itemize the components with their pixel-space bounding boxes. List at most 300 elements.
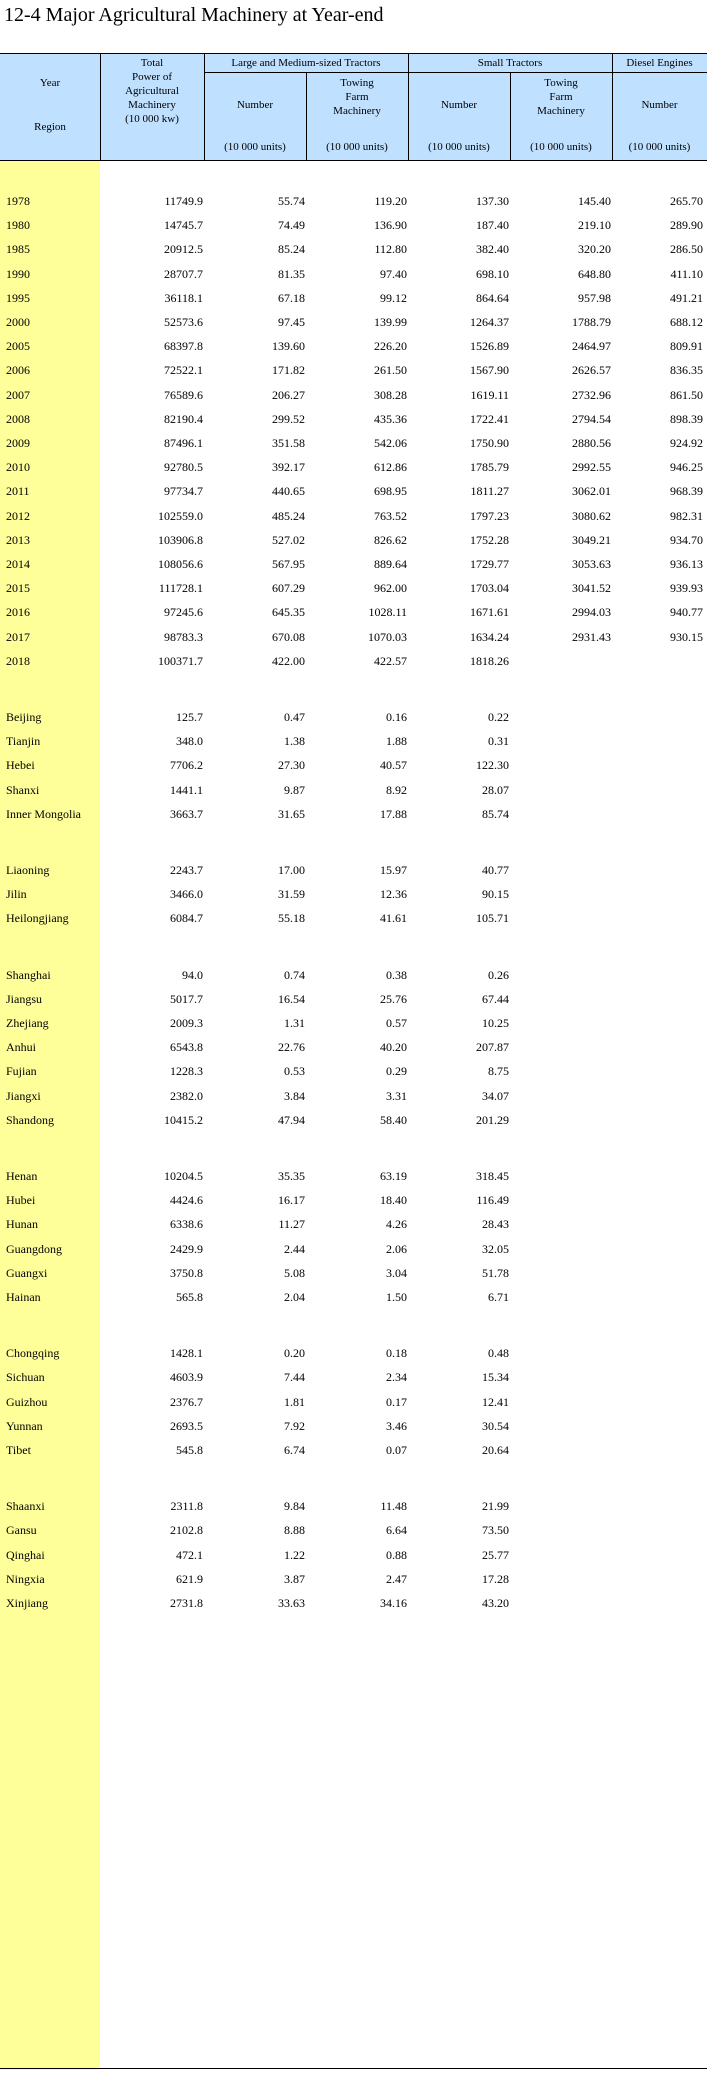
row-label: Beijing: [6, 710, 42, 724]
table-cell: 5017.7: [170, 991, 203, 1006]
table-row: [0, 860, 707, 880]
table-cell: 939.93: [670, 581, 703, 596]
table-cell: 351.58: [272, 436, 305, 450]
table-cell: 318.45: [476, 1169, 509, 1183]
row-label: 1980: [6, 218, 30, 233]
table-cell: 7.92: [284, 1418, 305, 1433]
table-cell: 68397.8: [164, 339, 203, 354]
small-towing-header: Towing Farm Machinery: [537, 77, 585, 117]
table-cell: 52573.6: [164, 315, 203, 329]
header-group-divider: [204, 72, 707, 73]
table-cell: 2.44: [284, 1241, 305, 1256]
table-row: [0, 707, 707, 727]
table-row: [0, 1440, 707, 1460]
table-row: [0, 1343, 707, 1363]
table-cell: 28.07: [482, 782, 509, 797]
table-cell: 2931.43: [572, 629, 611, 644]
table-cell: 567.95: [272, 557, 305, 571]
table-cell: 20912.5: [164, 242, 203, 257]
table-cell: 31.65: [278, 806, 305, 821]
table-cell: 6.64: [386, 1523, 407, 1538]
table-cell: 122.30: [476, 758, 509, 773]
row-label: 2018: [6, 653, 30, 668]
table-cell: 40.77: [482, 863, 509, 877]
table-cell: 472.1: [176, 1547, 203, 1562]
table-cell: 10415.2: [164, 1112, 203, 1127]
table-cell: 43.20: [482, 1596, 509, 1610]
row-label: 2006: [6, 363, 30, 378]
table-cell: 688.12: [670, 315, 703, 329]
row-label: 2009: [6, 436, 30, 450]
table-cell: 100371.7: [158, 653, 203, 668]
table-cell: 261.50: [374, 363, 407, 378]
row-label: 1990: [6, 266, 30, 281]
table-cell: 31.59: [278, 887, 305, 902]
table-cell: 545.8: [176, 1443, 203, 1457]
table-cell: 289.90: [670, 218, 703, 233]
table-cell: 422.57: [374, 653, 407, 668]
table-cell: 97245.6: [164, 605, 203, 620]
table-row: [0, 989, 707, 1009]
table-cell: 3080.62: [572, 508, 611, 523]
table-row: [0, 1287, 707, 1307]
table-row: [0, 1086, 707, 1106]
row-label: Heilongjiang: [6, 911, 69, 926]
small-tractors-header: Small Tractors: [477, 57, 543, 69]
table-cell: 74.49: [278, 218, 305, 233]
table-cell: 17.88: [380, 806, 407, 821]
table-cell: 2626.57: [572, 363, 611, 378]
table-cell: 435.36: [374, 411, 407, 426]
table-cell: 565.8: [176, 1290, 203, 1304]
table-row: [0, 1190, 707, 1210]
row-label: 2014: [6, 557, 30, 571]
table-cell: 1.22: [284, 1547, 305, 1562]
row-label: 2016: [6, 605, 30, 620]
table-cell: 607.29: [272, 581, 305, 596]
table-cell: 3062.01: [572, 484, 611, 499]
unit-label: (10 000 units): [326, 141, 388, 153]
table-row: [0, 215, 707, 235]
row-label: Fujian: [6, 1064, 37, 1079]
table-row: [0, 288, 707, 308]
table-cell: 934.70: [670, 532, 703, 547]
row-label: Xinjiang: [6, 1596, 48, 1610]
table-row: [0, 1569, 707, 1589]
table-cell: 670.08: [272, 629, 305, 644]
row-label: Hunan: [6, 1217, 38, 1232]
table-row: [0, 1061, 707, 1081]
table-cell: 99.12: [380, 290, 407, 305]
table-row: [0, 191, 707, 211]
row-label: Ningxia: [6, 1571, 45, 1586]
table-row: [0, 312, 707, 332]
table-cell: 34.07: [482, 1088, 509, 1103]
table-row: [0, 1520, 707, 1540]
table-cell: 2311.8: [170, 1499, 203, 1514]
machinery-table: [0, 53, 707, 2070]
table-row: [0, 578, 707, 598]
table-cell: 0.48: [488, 1346, 509, 1361]
table-cell: 0.47: [284, 710, 305, 724]
table-cell: 51.78: [482, 1265, 509, 1280]
table-cell: 5.08: [284, 1265, 305, 1280]
table-cell: 1788.79: [572, 315, 611, 329]
table-cell: 90.15: [482, 887, 509, 902]
row-label: Guangdong: [6, 1241, 62, 1256]
table-cell: 116.49: [476, 1193, 509, 1208]
table-cell: 97.40: [380, 266, 407, 281]
table-cell: 219.10: [578, 218, 611, 233]
table-cell: 103906.8: [158, 532, 203, 547]
diesel-engines-header: Diesel Engines: [626, 57, 693, 69]
table-cell: 982.31: [670, 508, 703, 523]
table-cell: 33.63: [278, 1596, 305, 1610]
table-cell: 9.84: [284, 1499, 305, 1514]
table-cell: 20.64: [482, 1443, 509, 1457]
table-cell: 1428.1: [170, 1346, 203, 1361]
table-cell: 1526.89: [470, 339, 509, 354]
table-cell: 0.53: [284, 1064, 305, 1079]
table-cell: 3.31: [386, 1088, 407, 1103]
table-row: [0, 780, 707, 800]
table-cell: 98783.3: [164, 629, 203, 644]
table-cell: 40.57: [380, 758, 407, 773]
table-row: [0, 506, 707, 526]
table-cell: 15.97: [380, 863, 407, 877]
table-row: [0, 965, 707, 985]
table-cell: 21.99: [482, 1499, 509, 1514]
table-row: [0, 409, 707, 429]
table-row: [0, 1013, 707, 1033]
table-cell: 861.50: [670, 387, 703, 402]
table-row: [0, 1110, 707, 1130]
table-cell: 2243.7: [170, 863, 203, 877]
table-row: [0, 731, 707, 751]
table-cell: 40.20: [380, 1040, 407, 1055]
table-cell: 112.80: [374, 242, 407, 257]
table-cell: 1.38: [284, 734, 305, 749]
table-cell: 10.25: [482, 1016, 509, 1030]
row-label: Qinghai: [6, 1547, 45, 1562]
table-cell: 924.92: [670, 436, 703, 450]
table-cell: 125.7: [176, 710, 203, 724]
table-cell: 1619.11: [470, 387, 509, 402]
table-row: [0, 884, 707, 904]
row-label: 2013: [6, 532, 30, 547]
table-row: [0, 457, 707, 477]
table-cell: 286.50: [670, 242, 703, 257]
table-cell: 2794.54: [572, 411, 611, 426]
table-cell: 542.06: [374, 436, 407, 450]
table-cell: 527.02: [272, 532, 305, 547]
table-cell: 76589.6: [164, 387, 203, 402]
table-cell: 3.04: [386, 1265, 407, 1280]
table-cell: 3663.7: [170, 806, 203, 821]
row-label: Liaoning: [6, 863, 50, 877]
table-cell: 85.74: [482, 806, 509, 821]
table-cell: 0.88: [386, 1547, 407, 1562]
table-cell: 382.40: [476, 242, 509, 257]
table-cell: 15.34: [482, 1370, 509, 1385]
table-cell: 809.91: [670, 339, 703, 354]
table-row: [0, 1545, 707, 1565]
row-label: Sichuan: [6, 1370, 45, 1385]
unit-label: (10 000 units): [628, 141, 691, 153]
table-cell: 1703.04: [470, 581, 509, 596]
row-label: Guizhou: [6, 1394, 48, 1409]
table-cell: 4603.9: [170, 1370, 203, 1385]
table-cell: 0.18: [386, 1346, 407, 1361]
table-cell: 3.87: [284, 1571, 305, 1586]
table-cell: 957.98: [578, 290, 611, 305]
table-cell: 206.27: [272, 387, 305, 402]
page-title: 12-4 Major Agricultural Machinery at Year-end: [4, 4, 384, 26]
row-label: 2005: [6, 339, 30, 354]
table-cell: 47.94: [278, 1112, 305, 1127]
table-cell: 1752.28: [470, 532, 509, 547]
table-cell: 930.15: [670, 629, 703, 644]
table-cell: 621.9: [176, 1571, 203, 1586]
table-cell: 0.20: [284, 1346, 305, 1361]
table-cell: 6338.6: [170, 1217, 203, 1232]
table-cell: 2.47: [386, 1571, 407, 1586]
table-row: [0, 651, 707, 671]
row-label: Jiangxi: [6, 1088, 41, 1103]
table-row: [0, 627, 707, 647]
table-cell: 2382.0: [170, 1088, 203, 1103]
table-cell: 27.30: [278, 758, 305, 773]
table-header: [0, 53, 707, 161]
table-cell: 1567.90: [470, 363, 509, 378]
table-cell: 201.29: [476, 1112, 509, 1127]
table-cell: 836.35: [670, 363, 703, 378]
table-cell: 265.70: [670, 194, 703, 208]
row-label: Jiangsu: [6, 991, 42, 1006]
table-cell: 2.34: [386, 1370, 407, 1385]
table-cell: 3053.63: [572, 557, 611, 571]
table-cell: 82190.4: [164, 411, 203, 426]
row-label: Henan: [6, 1169, 38, 1183]
table-cell: 6084.7: [170, 911, 203, 926]
table-cell: 63.19: [380, 1169, 407, 1183]
table-cell: 2732.96: [572, 387, 611, 402]
row-label: Shanxi: [6, 782, 40, 797]
row-label: Zhejiang: [6, 1016, 49, 1030]
table-cell: 2464.97: [572, 339, 611, 354]
table-cell: 0.38: [386, 967, 407, 982]
table-cell: 3041.52: [572, 581, 611, 596]
table-cell: 2994.03: [572, 605, 611, 620]
table-cell: 0.74: [284, 967, 305, 982]
table-cell: 2376.7: [170, 1394, 203, 1409]
table-row: [0, 1392, 707, 1412]
table-cell: 1785.79: [470, 460, 509, 475]
table-cell: 12.41: [482, 1394, 509, 1409]
table-cell: 1811.27: [470, 484, 509, 499]
table-row: [0, 804, 707, 824]
table-cell: 18.40: [380, 1193, 407, 1208]
unit-label: (10 000 units): [224, 141, 286, 153]
table-cell: 28707.7: [164, 266, 203, 281]
table-cell: 763.52: [374, 508, 407, 523]
table-cell: 0.31: [488, 734, 509, 749]
table-cell: 67.18: [278, 290, 305, 305]
table-cell: 22.76: [278, 1040, 305, 1055]
table-row: [0, 385, 707, 405]
table-cell: 411.10: [670, 266, 703, 281]
table-cell: 30.54: [482, 1418, 509, 1433]
table-cell: 137.30: [476, 194, 509, 208]
table-cell: 207.87: [476, 1040, 509, 1055]
table-cell: 6.71: [488, 1290, 509, 1304]
table-cell: 102559.0: [158, 508, 203, 523]
table-row: [0, 530, 707, 550]
unit-label: (10 000 units): [428, 141, 490, 153]
table-cell: 2880.56: [572, 436, 611, 450]
table-cell: 55.74: [278, 194, 305, 208]
table-cell: 4424.6: [170, 1193, 203, 1208]
table-cell: 299.52: [272, 411, 305, 426]
table-cell: 2102.8: [170, 1523, 203, 1538]
table-cell: 8.75: [488, 1064, 509, 1079]
table-cell: 1.50: [386, 1290, 407, 1304]
total-power-header: Total Power of Agricultural Machinery (10 000 kw): [125, 57, 179, 125]
row-label: 2015: [6, 581, 30, 596]
table-cell: 0.16: [386, 710, 407, 724]
table-cell: 3750.8: [170, 1265, 203, 1280]
table-cell: 648.80: [578, 266, 611, 281]
table-cell: 226.20: [374, 339, 407, 354]
table-cell: 1028.11: [368, 605, 407, 620]
table-cell: 392.17: [272, 460, 305, 475]
table-row: [0, 1496, 707, 1516]
row-label: 2000: [6, 315, 30, 329]
table-cell: 1671.61: [470, 605, 509, 620]
region-header: Region: [34, 121, 66, 133]
table-cell: 2009.3: [170, 1016, 203, 1030]
table-cell: 698.10: [476, 266, 509, 281]
row-label: 2008: [6, 411, 30, 426]
table-cell: 8.88: [284, 1523, 305, 1538]
table-cell: 936.13: [670, 557, 703, 571]
table-cell: 97.45: [278, 315, 305, 329]
table-cell: 645.35: [272, 605, 305, 620]
table-cell: 2992.55: [572, 460, 611, 475]
table-cell: 3466.0: [170, 887, 203, 902]
table-cell: 108056.6: [158, 557, 203, 571]
table-cell: 32.05: [482, 1241, 509, 1256]
table-cell: 864.64: [476, 290, 509, 305]
table-cell: 139.99: [374, 315, 407, 329]
table-row: [0, 1239, 707, 1259]
table-cell: 3.84: [284, 1088, 305, 1103]
row-label: Inner Mongolia: [6, 806, 81, 821]
table-cell: 0.22: [488, 710, 509, 724]
table-row: [0, 602, 707, 622]
row-label: 1995: [6, 290, 30, 305]
table-cell: 16.17: [278, 1193, 305, 1208]
row-label: Shanghai: [6, 967, 51, 982]
table-cell: 4.26: [386, 1217, 407, 1232]
table-bottom-rule: [0, 2068, 707, 2069]
table-cell: 10204.5: [164, 1169, 203, 1183]
table-cell: 111728.1: [158, 581, 203, 596]
row-label: Guangxi: [6, 1265, 48, 1280]
table-cell: 2429.9: [170, 1241, 203, 1256]
table-cell: 1818.26: [470, 653, 509, 668]
table-cell: 41.61: [380, 911, 407, 926]
table-cell: 1634.24: [470, 629, 509, 644]
row-label: Shandong: [6, 1112, 54, 1127]
table-row: [0, 264, 707, 284]
table-cell: 1264.37: [470, 315, 509, 329]
row-label: 2010: [6, 460, 30, 475]
table-cell: 11.48: [380, 1499, 407, 1514]
table-cell: 2731.8: [170, 1596, 203, 1610]
row-label: Hainan: [6, 1290, 41, 1304]
row-label: Shaanxi: [6, 1499, 45, 1514]
table-cell: 940.77: [670, 605, 703, 620]
table-row: [0, 1367, 707, 1387]
table-cell: 17.28: [482, 1571, 509, 1586]
table-row: [0, 360, 707, 380]
table-cell: 9.87: [284, 782, 305, 797]
table-cell: 1797.23: [470, 508, 509, 523]
table-cell: 187.40: [476, 218, 509, 233]
table-cell: 320.20: [578, 242, 611, 257]
table-row: [0, 755, 707, 775]
table-cell: 139.60: [272, 339, 305, 354]
table-cell: 962.00: [374, 581, 407, 596]
table-cell: 72522.1: [164, 363, 203, 378]
table-cell: 491.21: [670, 290, 703, 305]
row-label: Jilin: [6, 887, 27, 902]
table-cell: 1228.3: [170, 1064, 203, 1079]
table-cell: 1.88: [386, 734, 407, 749]
table-row: [0, 239, 707, 259]
table-cell: 8.92: [386, 782, 407, 797]
table-cell: 25.76: [380, 991, 407, 1006]
table-row: [0, 1263, 707, 1283]
table-cell: 145.40: [578, 194, 611, 208]
table-row: [0, 554, 707, 574]
table-cell: 97734.7: [164, 484, 203, 499]
row-label: Chongqing: [6, 1346, 60, 1361]
row-label: Hebei: [6, 758, 35, 773]
table-cell: 1729.77: [470, 557, 509, 571]
table-cell: 0.29: [386, 1064, 407, 1079]
table-cell: 1750.90: [470, 436, 509, 450]
table-cell: 1070.03: [368, 629, 407, 644]
table-cell: 17.00: [278, 863, 305, 877]
table-cell: 136.90: [374, 218, 407, 233]
table-cell: 2693.5: [170, 1418, 203, 1433]
table-cell: 440.65: [272, 484, 305, 499]
table-cell: 92780.5: [164, 460, 203, 475]
table-cell: 968.39: [670, 484, 703, 499]
table-cell: 2.06: [386, 1241, 407, 1256]
diesel-number-header: Number: [641, 99, 678, 111]
row-label: 2012: [6, 508, 30, 523]
row-label: 1985: [6, 242, 30, 257]
table-cell: 85.24: [278, 242, 305, 257]
table-cell: 0.26: [488, 967, 509, 982]
large-towing-header: Towing Farm Machinery: [333, 77, 381, 117]
row-label: Hubei: [6, 1193, 36, 1208]
row-label: 1978: [6, 194, 30, 208]
table-cell: 1.31: [284, 1016, 305, 1030]
